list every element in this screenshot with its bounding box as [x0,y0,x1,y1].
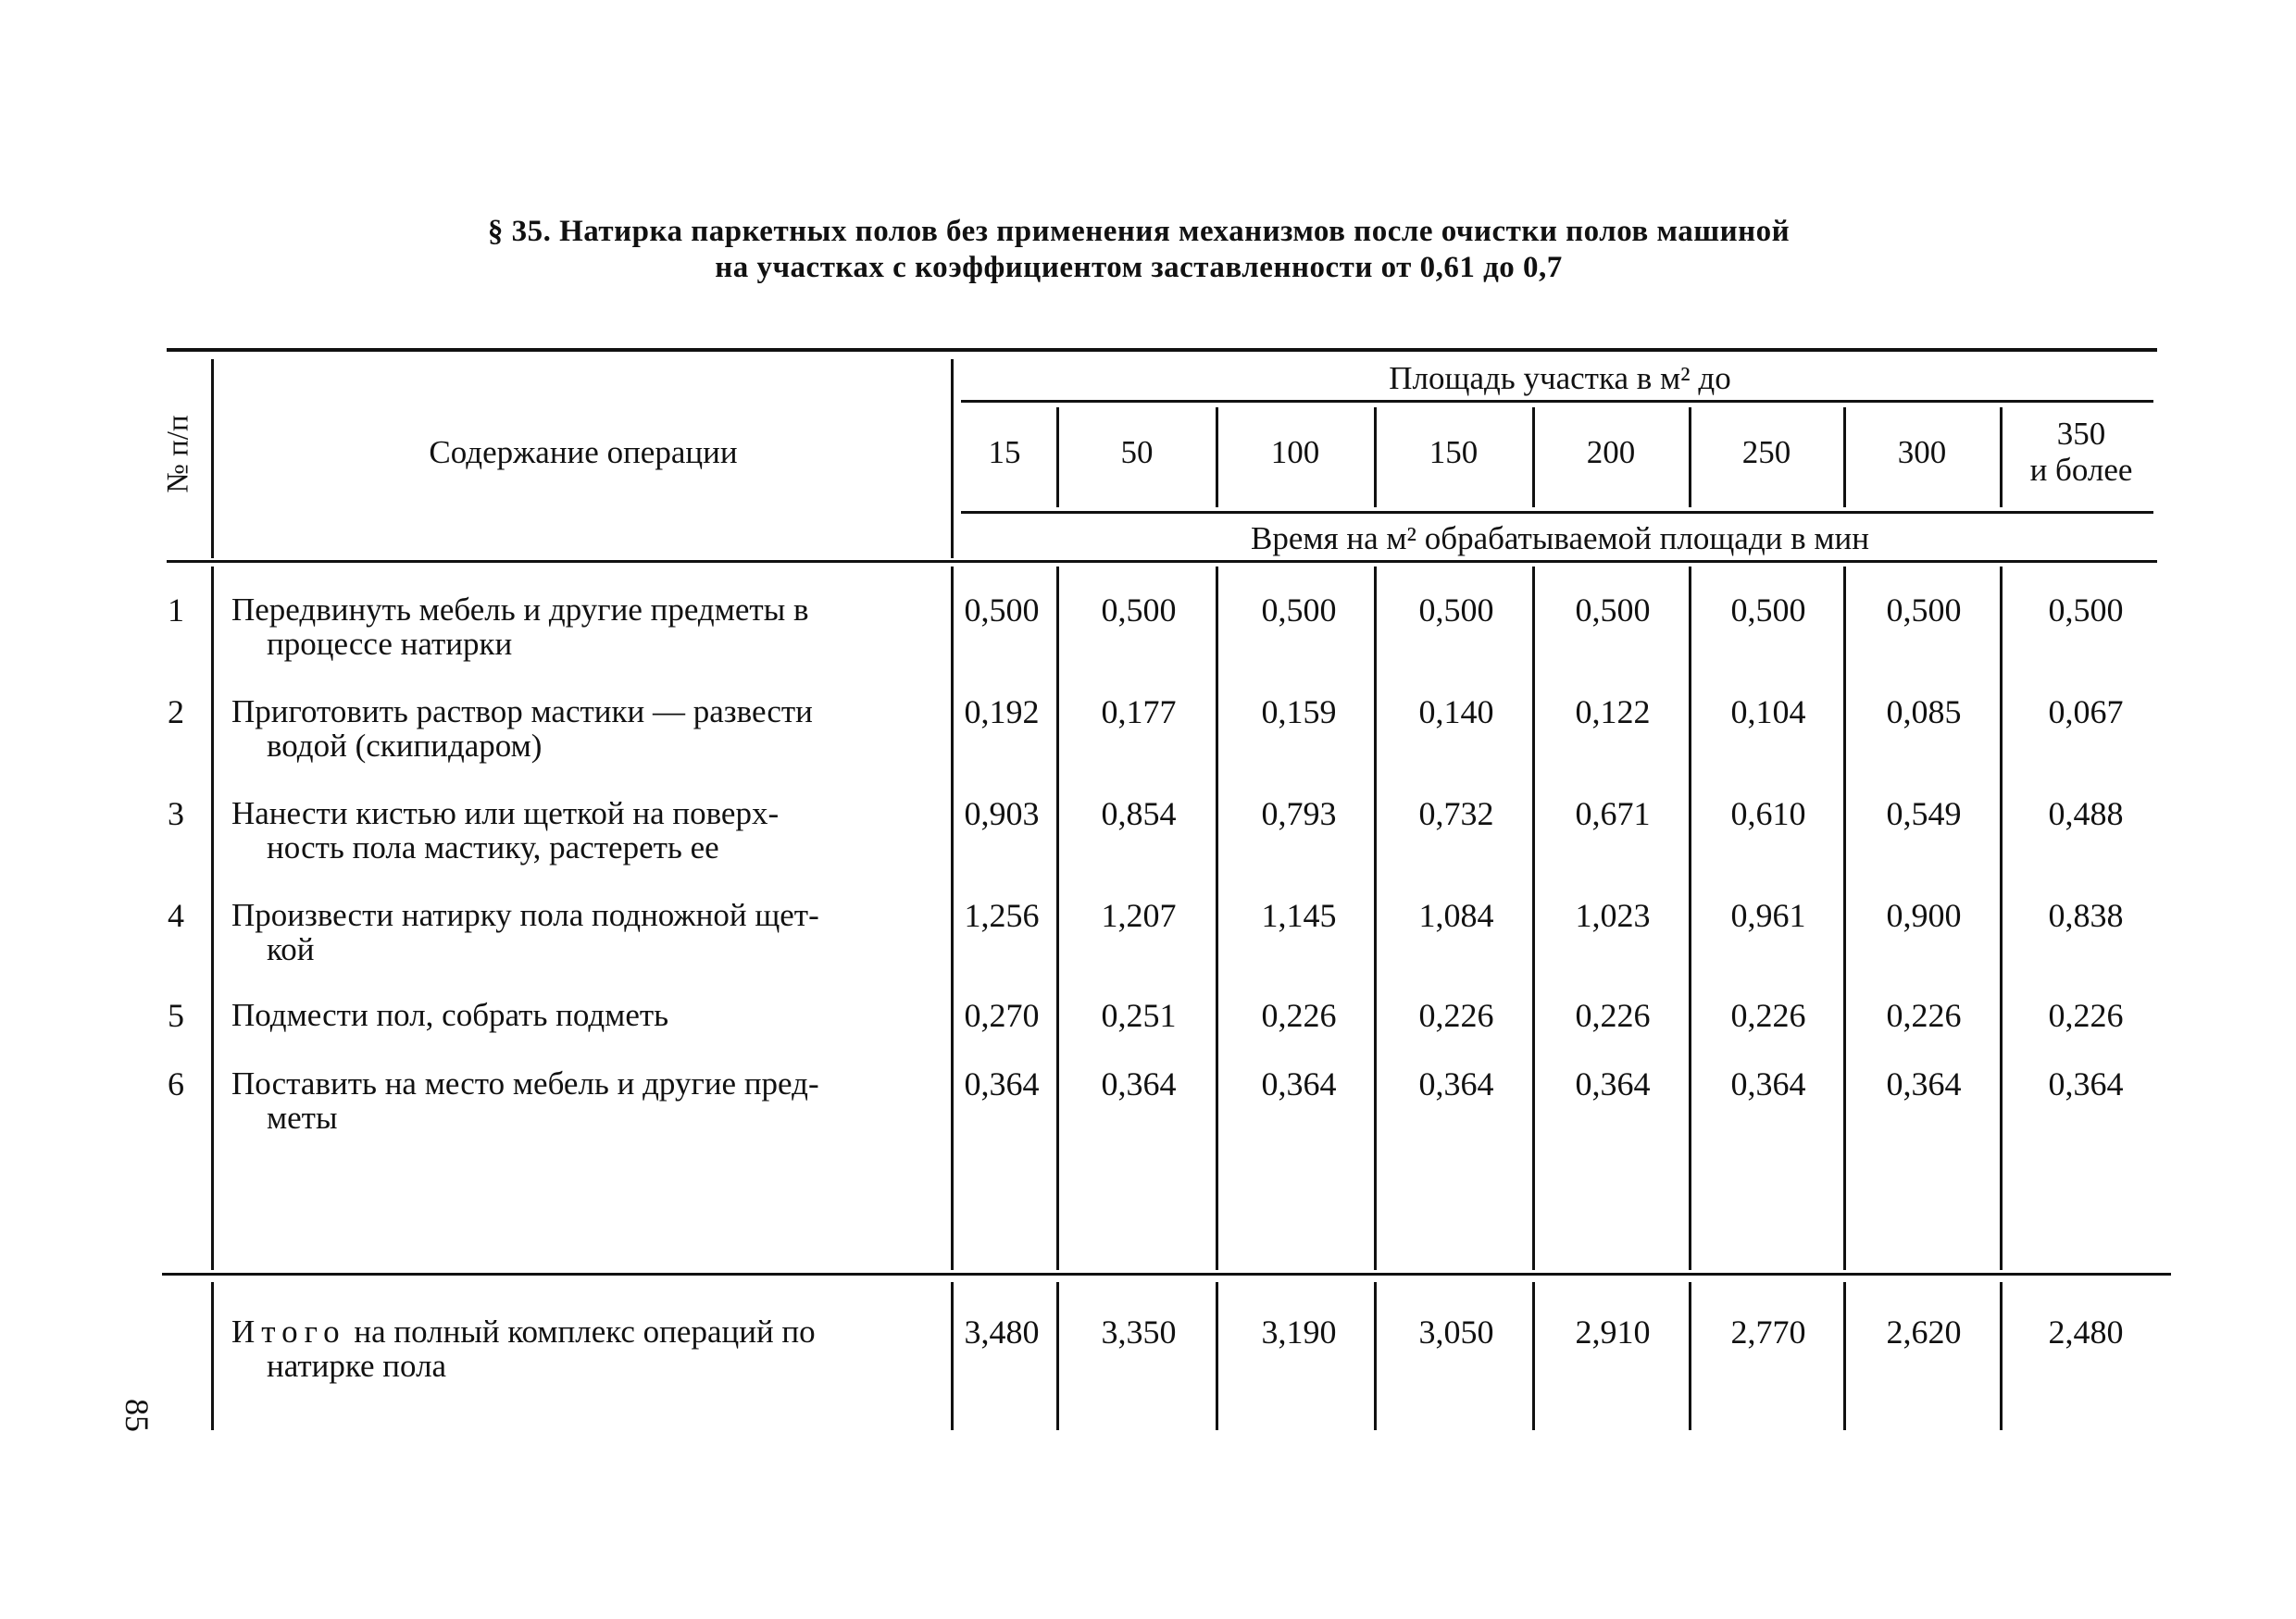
value-cell: 0,364 [1886,1065,1962,1102]
time-header: Время на м² обрабатываемой площади в мин [1251,520,1869,556]
row-number: 3 [168,795,184,832]
total-col-divider [1056,1282,1059,1430]
col-header-200: 200 [1586,434,1636,470]
value-cell: 0,159 [1261,693,1337,730]
row-number: 1 [168,592,184,629]
value-cell: 0,140 [1418,693,1494,730]
col-header-300: 300 [1897,434,1947,470]
value-cell: 0,177 [1101,693,1177,730]
row-number-header: № п/п [161,415,195,493]
value-cell: 0,251 [1101,997,1177,1034]
value-cell: 0,500 [1886,592,1962,629]
value-cell: 0,488 [2048,795,2124,832]
value-cell: 0,793 [1261,795,1337,832]
operation-text [231,796,935,865]
value-cell: 0,500 [1575,592,1651,629]
body-divider-num [211,567,214,1270]
total-col-divider [1843,1282,1846,1430]
total-label-spaced: Итого [231,1314,346,1350]
row-number: 4 [168,897,184,934]
row-number: 6 [168,1065,184,1102]
operation-text-line-2: процессе натирки [267,626,513,662]
total-value-cell: 3,050 [1418,1314,1494,1351]
value-cell: 0,085 [1886,693,1962,730]
table-top-rule [167,348,2157,352]
value-cell: 0,226 [1886,997,1962,1034]
operation-text [231,592,935,661]
operation-text [231,1066,935,1135]
total-divider-num [211,1282,214,1430]
value-cell: 0,226 [1261,997,1337,1034]
section-title-line-1: § 35. Натирка паркетных полов без применения механизмов после очистки полов машиной [487,215,1791,248]
operation-text [231,694,935,763]
value-cell: 0,226 [1418,997,1494,1034]
value-cell: 0,226 [2048,997,2124,1034]
value-cell: 0,854 [1101,795,1177,832]
col-header-350: 350 [2056,416,2106,452]
operation-text-line-1: Произвести натирку пола подножной щет- [231,897,819,933]
total-label-rest: на полный комплекс операций по [354,1314,816,1350]
row-number: 5 [168,997,184,1034]
total-value-cell: 3,350 [1101,1314,1177,1351]
time-header-rule [961,511,2153,514]
row-number: 2 [168,693,184,730]
total-col-divider [1689,1282,1691,1430]
total-value-cell: 2,620 [1886,1314,1962,1351]
operation-text [231,898,935,966]
total-divider-operation [951,1282,954,1430]
body-col-divider [1532,567,1535,1270]
value-cell: 0,903 [964,795,1040,832]
total-value-cell: 3,480 [964,1314,1040,1351]
value-cell: 0,961 [1730,897,1806,934]
value-cell: 1,023 [1575,897,1651,934]
total-col-divider [1216,1282,1218,1430]
header-divider-num [211,359,214,558]
operation-text-line-2: кой [267,931,315,967]
total-col-divider [2000,1282,2003,1430]
value-cell: 1,256 [964,897,1040,934]
value-cell: 0,671 [1575,795,1651,832]
value-cell: 0,500 [2048,592,2124,629]
value-cell: 0,900 [1886,897,1962,934]
value-cell: 0,364 [1575,1065,1651,1102]
header-bottom-rule [167,560,2157,563]
value-cell: 0,364 [1418,1065,1494,1102]
col-header-350-more: и более [2029,452,2133,488]
col-header-250: 250 [1741,434,1791,470]
value-cell: 0,732 [1418,795,1494,832]
value-cell: 0,500 [1101,592,1177,629]
value-cell: 0,364 [1730,1065,1806,1102]
body-col-divider [1843,567,1846,1270]
col-header-50: 50 [1120,434,1154,470]
value-cell: 0,104 [1730,693,1806,730]
operation-text-line-1: Приготовить раствор мастики — развести [231,693,813,729]
header-col-divider [1056,407,1059,507]
page-number: 85 [119,1399,156,1432]
operation-header: Содержание операции [429,434,738,470]
total-value-cell: 2,910 [1575,1314,1651,1351]
value-cell: 1,145 [1261,897,1337,934]
value-cell: 0,226 [1730,997,1806,1034]
area-header: Площадь участка в м² до [1389,360,1731,396]
total-value-cell: 2,480 [2048,1314,2124,1351]
value-cell: 0,364 [1261,1065,1337,1102]
operation-text-line-2: меты [267,1100,338,1136]
value-cell: 0,500 [1418,592,1494,629]
value-cell: 0,192 [964,693,1040,730]
total-label-line-2: натирке пола [267,1348,447,1384]
value-cell: 0,838 [2048,897,2124,934]
section-title-line-2: на участках с коэффициентом заставленности от 0,61 до 0,7 [715,251,1563,284]
body-col-divider [1216,567,1218,1270]
value-cell: 0,610 [1730,795,1806,832]
body-col-divider [1374,567,1377,1270]
value-cell: 0,364 [2048,1065,2124,1102]
total-value-cell: 3,190 [1261,1314,1337,1351]
value-cell: 0,122 [1575,693,1651,730]
total-value-cell: 2,770 [1730,1314,1806,1351]
operation-text-line-1: Поставить на место мебель и другие пред- [231,1065,819,1102]
total-col-divider [1374,1282,1377,1430]
value-cell: 0,500 [964,592,1040,629]
value-cell: 0,549 [1886,795,1962,832]
col-header-100: 100 [1270,434,1320,470]
value-cell: 0,226 [1575,997,1651,1034]
value-cell: 1,207 [1101,897,1177,934]
value-cell: 0,067 [2048,693,2124,730]
operation-text-line-2: водой (скипидаром) [267,728,543,764]
body-col-divider [2000,567,2003,1270]
value-cell: 0,364 [1101,1065,1177,1102]
operation-text [231,998,935,1032]
value-cell: 1,084 [1418,897,1494,934]
col-header-15: 15 [988,434,1021,470]
operation-text-line-1: Передвинуть мебель и другие предметы в [231,592,809,628]
total-label [231,1314,935,1383]
col-header-150: 150 [1429,434,1479,470]
operation-text-line-1: Подмести пол, собрать подметь [231,997,669,1033]
value-cell: 0,500 [1261,592,1337,629]
body-col-divider [1689,567,1691,1270]
value-cell: 0,270 [964,997,1040,1034]
value-cell: 0,364 [964,1065,1040,1102]
total-col-divider [1532,1282,1535,1430]
operation-text-line-2: ность пола мастику, растереть ее [267,829,719,866]
area-header-rule [961,400,2153,403]
operation-text-line-1: Нанести кистью или щеткой на поверх- [231,795,780,831]
value-cell: 0,500 [1730,592,1806,629]
body-bottom-rule [162,1273,2171,1276]
